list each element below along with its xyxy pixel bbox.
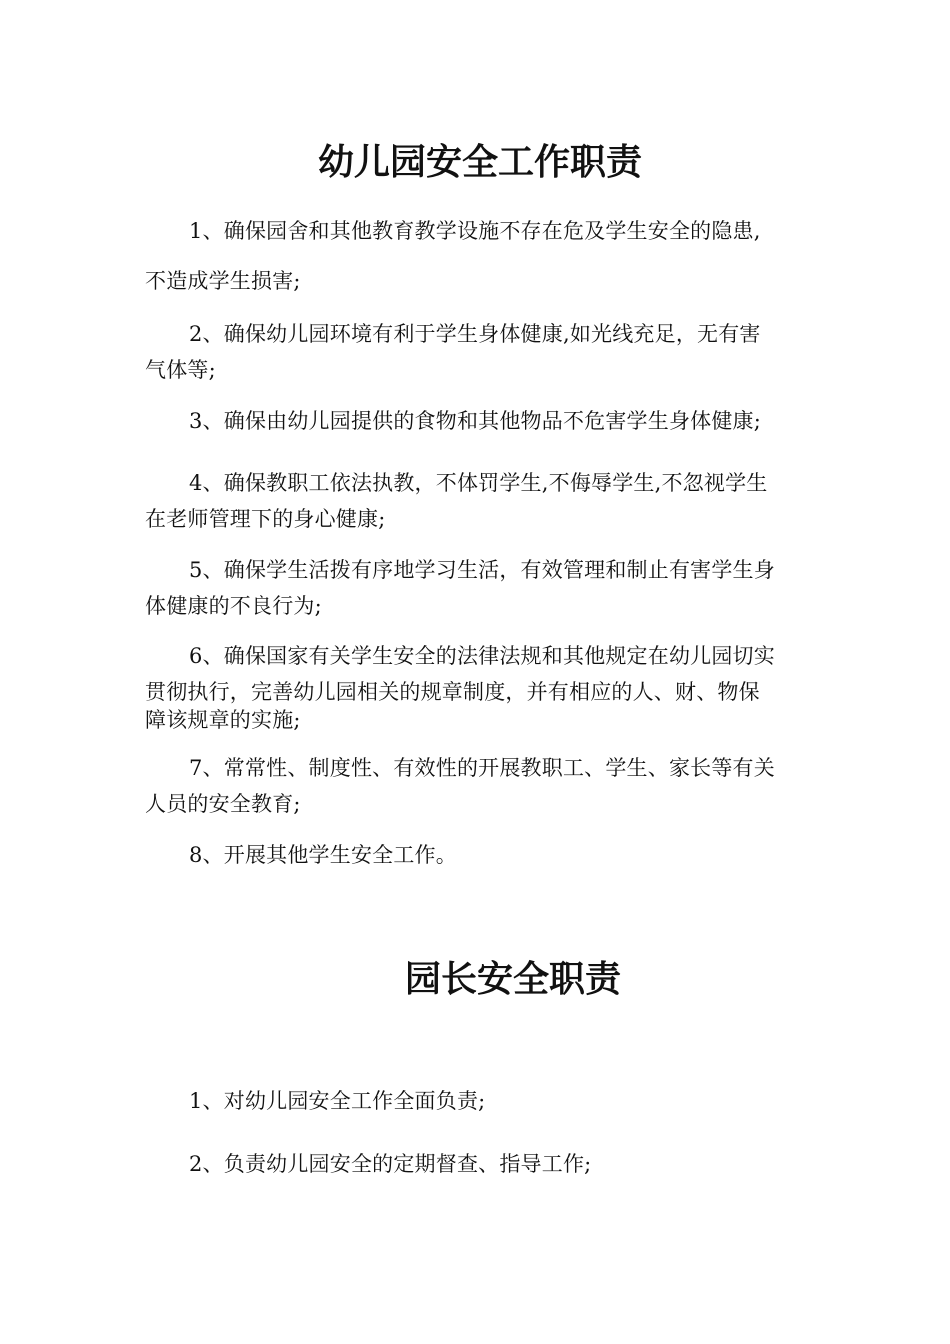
director-item-1: [145, 1083, 815, 1119]
duty-item-6: [145, 638, 815, 738]
director-item-1-line-1: 1、对幼儿园安全工作全面负责;: [189, 1089, 486, 1113]
duty-item-8-line-1: 8、开展其他学生安全工作。: [189, 843, 457, 867]
duty-item-7-line-1: 7、常常性、制度性、有效性的开展教职工、学生、家长等有关: [189, 756, 775, 780]
duty-item-6-line-3: 障该规章的实施;: [145, 708, 301, 732]
duty-item-5-line-1: 5、确保学生活拨有序地学习生活，有效管理和制止有害学生身: [189, 558, 775, 582]
director-item-2: [145, 1146, 815, 1182]
duty-item-5: [145, 552, 815, 624]
duty-item-2-line-1: 2、确保幼儿园环境有利于学生身体健康,如光线充足，无有害: [189, 322, 761, 346]
duty-item-2: [145, 316, 815, 388]
duty-item-5-line-2: 体健康的不良行为;: [145, 594, 322, 618]
duty-item-3-line-1: 3、确保由幼儿园提供的食物和其他物品不危害学生身体健康;: [189, 409, 762, 433]
duty-item-1-line-1: 1、确保园舍和其他教育教学设施不存在危及学生安全的隐患,: [189, 219, 761, 243]
duty-item-2-line-2: 气体等;: [145, 358, 216, 382]
duty-item-4-line-2: 在老师管理下的身心健康;: [145, 507, 386, 531]
duty-item-1: [145, 206, 815, 306]
duty-item-1-line-2: 不造成学生损害;: [145, 269, 301, 293]
duty-item-7: [145, 750, 815, 822]
duty-item-6-line-2: 贯彻执行，完善幼儿园相关的规章制度，并有相应的人、财、物保: [145, 680, 760, 704]
duty-item-3: [145, 403, 815, 439]
duty-item-4-line-1: 4、确保教职工依法执教，不体罚学生,不侮辱学生,不忽视学生: [189, 471, 768, 495]
section-title-director-duties: 园长安全职责: [405, 958, 622, 1000]
duty-item-4: [145, 465, 815, 537]
duty-item-7-line-2: 人员的安全教育;: [145, 792, 301, 816]
section-title-safety-duties: 幼儿园安全工作职责: [318, 141, 643, 183]
director-item-2-line-1: 2、负责幼儿园安全的定期督查、指导工作;: [189, 1152, 592, 1176]
duty-item-6-line-1: 6、确保国家有关学生安全的法律法规和其他规定在幼儿园切实: [189, 644, 775, 668]
duty-item-8: [145, 837, 815, 873]
